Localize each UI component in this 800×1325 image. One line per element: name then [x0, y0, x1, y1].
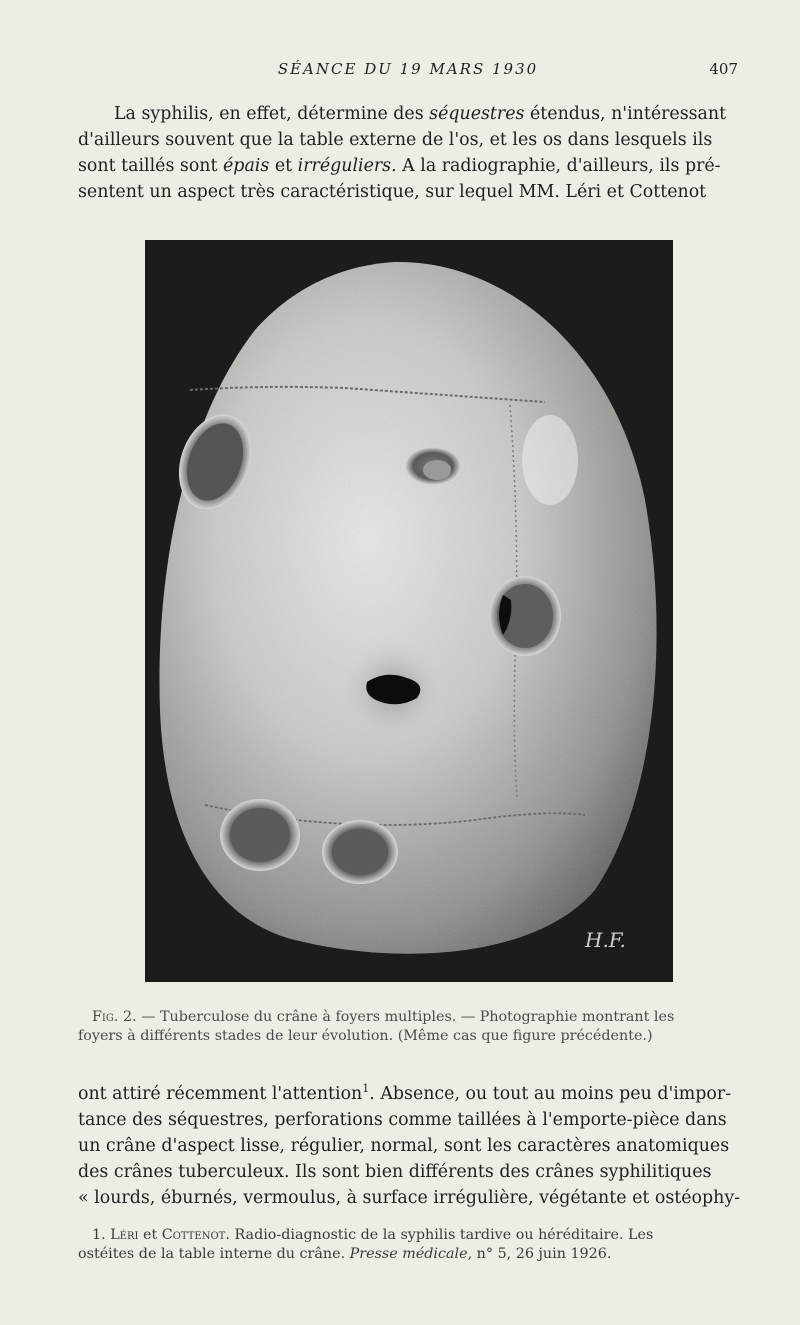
- text-line: [78, 101, 738, 127]
- text-run: sont taillés sont: [78, 156, 224, 176]
- page-number: 407: [709, 60, 738, 78]
- text-line: [78, 153, 738, 179]
- text-run: — Tuberculose du crâne à foyers multiples. — Photographie montrant les: [136, 1009, 675, 1025]
- footnote: [78, 1226, 738, 1264]
- text-line: foyers à différents stades de leur évolution. (Même cas que figure précédente.): [78, 1028, 653, 1044]
- text-run: La syphilis, en effet, détermine des: [114, 104, 430, 124]
- text-run: . Radio-diagnostic de la syphilis tardive ou héréditaire. Les: [225, 1227, 654, 1243]
- running-header: [78, 60, 738, 84]
- text-run: et: [138, 1227, 162, 1243]
- text-line: sentent un aspect très caractéristique, sur lequel MM. Léri et Cottenot: [78, 182, 707, 202]
- text-line: tance des séquestres, perforations comme taillées à l'emporte-pièce dans: [78, 1109, 727, 1130]
- artist-signature: H.F.: [585, 928, 626, 952]
- footnote-number: 1.: [92, 1227, 111, 1243]
- italic-term: irréguliers.: [297, 156, 397, 176]
- figure-label: Fig. 2.: [92, 1009, 137, 1025]
- footnote-author: Cottenot: [161, 1227, 226, 1243]
- lesion-lower-center-core: [332, 829, 388, 875]
- skull-illustration: [145, 240, 673, 982]
- body-paragraph-top: [78, 101, 738, 205]
- skull-photograph: [145, 240, 673, 982]
- text-line: des crânes tuberculeux. Ils sont bien différents des crânes syphilitiques: [78, 1161, 712, 1182]
- lesion-center-upper-core: [423, 460, 451, 480]
- footnote-author: Léri: [110, 1227, 139, 1243]
- journal-title: Presse médicale: [349, 1246, 468, 1262]
- running-title: SÉANCE DU 19 MARS 1930: [277, 60, 539, 78]
- text-run: ostéites de la table interne du crâne.: [78, 1246, 350, 1262]
- text-run: ont attiré récemment l'attention: [78, 1083, 363, 1104]
- footnote-reference: 1: [362, 1082, 370, 1095]
- text-line: « lourds, éburnés, vermoulus, à surface irrégulière, végétante et ostéophy-: [78, 1187, 741, 1208]
- text-run: A la radiographie, d'ailleurs, ils pré-: [396, 156, 721, 176]
- text-run: étendus, n'intéressant: [524, 104, 727, 124]
- text-run: et: [269, 156, 298, 176]
- text-line: [78, 1076, 738, 1107]
- text-run: , n° 5, 26 juin 1926.: [467, 1246, 612, 1262]
- text-line: d'ailleurs souvent que la table externe de l'os, et les os dans lesquels ils: [78, 130, 713, 150]
- text-line: un crâne d'aspect lisse, régulier, normal, sont les caractères anatomiques: [78, 1135, 730, 1156]
- highlight: [522, 415, 578, 505]
- figure-caption: [78, 1008, 738, 1046]
- italic-term: épais: [223, 156, 270, 176]
- lesion-lower-left-core: [230, 808, 290, 862]
- text-run: . Absence, ou tout au moins peu d'impor-: [369, 1083, 732, 1104]
- text-line: [78, 1008, 738, 1027]
- text-line: [78, 1226, 738, 1245]
- italic-term: séquestres: [429, 104, 525, 124]
- text-line: [78, 1245, 738, 1264]
- body-paragraph-bottom: [78, 1076, 741, 1211]
